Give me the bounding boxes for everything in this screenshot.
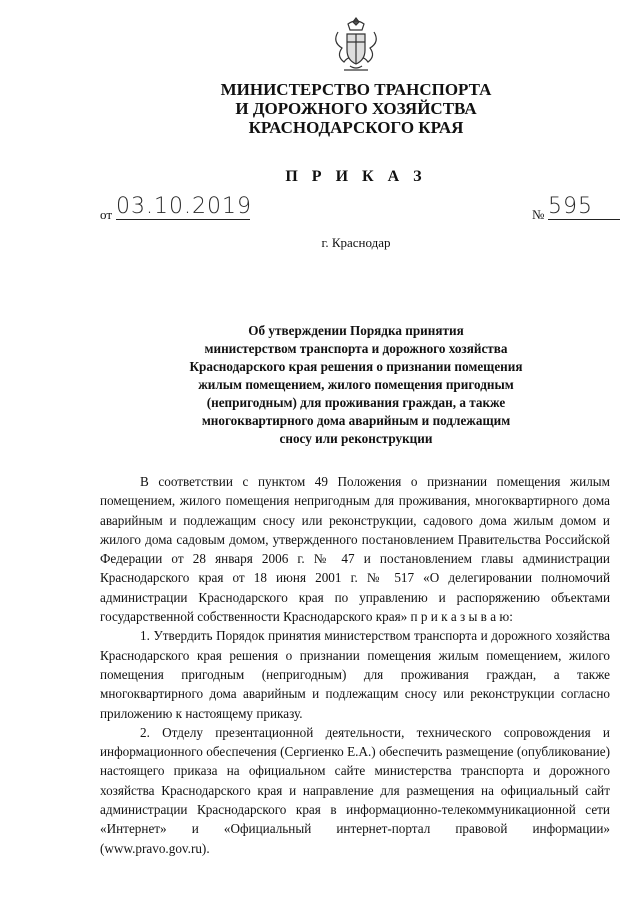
document-title <box>150 322 562 448</box>
number-prefix: № <box>532 207 545 222</box>
title-line: министерством транспорта и дорожного хозяйства <box>204 341 508 356</box>
ministry-name <box>0 80 640 137</box>
title-line: жилым помещением, жилого помещения пригодным <box>198 377 514 392</box>
city: г. Краснодар <box>321 235 391 250</box>
title-line: Об утверждении Порядка принятия <box>248 323 464 338</box>
title-line: сносу или реконструкции <box>279 431 433 446</box>
title-line: многоквартирного дома аварийным и подлежащим <box>201 413 511 428</box>
body-paragraph: 1. Утвердить Порядок принятия министерством транспорта и дорожного хозяйства Краснодарского края решения о признании помещения жилым помещением, жилого помещения пригодным (непригодным) для проживания граждан, а также многоквартирного дома аварийным и подлежащим сносу или реконструкции согласно приложению к настоящему приказу. <box>100 628 610 721</box>
order-date: 03.10.2019 <box>116 194 252 219</box>
title-line: (непригодным) для проживания граждан, а также <box>206 395 506 410</box>
body-paragraph: В соответствии с пунктом 49 Положения о признании помещения жилым помещением, жилого помещения непригодным для проживания, многоквартирного дома аварийным и подлежащим сносу или реконструкции, садового дома жилым домом и жилого дома садовым домом, утвержденного постановлением Правительства Российской Федерации от 28 января 2006 г. № 47 и постановлением главы администрации Краснодарского края от 18 июня 2001 г. № 517 «О делегировании полномочий администрации Краснодарского края по управлению и распоряжению объектами государственной собственности Краснодарского края» п р и к а з ы в а ю: <box>100 474 610 625</box>
coat-of-arms-icon <box>330 14 382 76</box>
order-heading: П Р И К А З <box>285 168 427 185</box>
order-date-number-row <box>100 195 620 229</box>
document-body <box>100 472 610 858</box>
title-line: Краснодарского края решения о признании помещения <box>189 359 523 374</box>
date-prefix: от <box>100 207 113 222</box>
ministry-name-line: МИНИСТЕРСТВО ТРАНСПОРТА <box>220 80 492 99</box>
ministry-name-line: КРАСНОДАРСКОГО КРАЯ <box>248 118 464 137</box>
body-paragraph: 2. Отделу презентационной деятельности, технического сопровождения и информационного обеспечения (Сергиенко Е.А.) обеспечить размещение (опубликование) настоящего приказа на официальном сайте министерства транспорта и дорожного хозяйства Краснодарского края и направление для размещения на официальный сайт администрации Краснодарского края в информационно-телекоммуникационной сети «Интернет» и «Официальный интернет-портал правовой информации» (www.pravo.gov.ru). <box>100 724 610 856</box>
ministry-name-line: И ДОРОЖНОГО ХОЗЯЙСТВА <box>235 99 477 118</box>
order-number: 595 <box>548 195 620 220</box>
